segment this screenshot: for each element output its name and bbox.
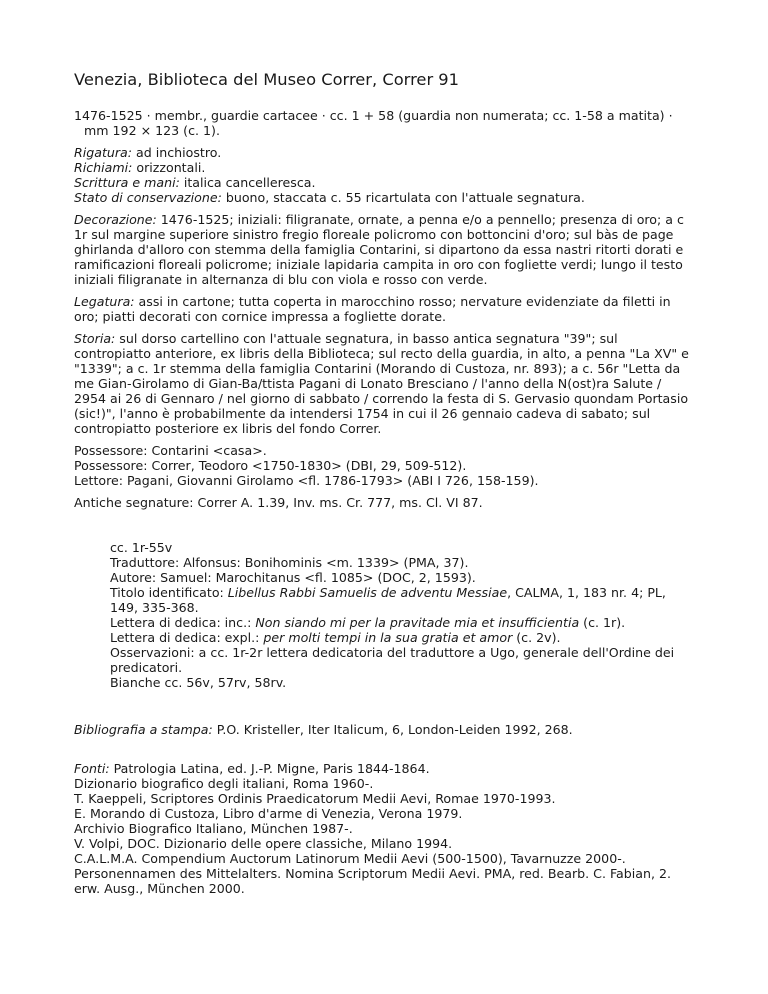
explicit-text: per molti tempi in la sua gratia et amor (263, 630, 513, 645)
physical-line-1: 1476-1525 · membr., guardie cartacee · cc. 1 + 58 (guardia non numerata; cc. 1-58 a matita) · (74, 108, 673, 123)
contents-section (74, 540, 694, 690)
scrittura-value: italica cancelleresca. (179, 175, 316, 190)
rigatura-label: Rigatura: (74, 145, 133, 160)
titolo-entry (110, 585, 694, 615)
explicit-prefix: Lettera di dedica: expl.: (110, 630, 264, 645)
explicit-suffix: (c. 2v). (512, 630, 561, 645)
incipit-text: Non siando mi per la pravitade mia et insufficientia (255, 615, 580, 630)
richiami-field (74, 160, 694, 175)
fonti-first (74, 761, 694, 776)
storia-field (74, 331, 694, 436)
incipit-prefix: Lettera di dedica: inc.: (110, 615, 256, 630)
persons-list (74, 443, 694, 488)
fonti-item: Archivio Biografico Italiano, München 1987-. (74, 821, 353, 836)
stato-value: buono, staccata c. 55 ricartulata con l'attuale segnatura. (221, 190, 585, 205)
physical-line-2: mm 192 × 123 (c. 1). (84, 123, 220, 138)
titolo-title: Libellus Rabbi Samuelis de adventu Messiae (227, 585, 508, 600)
person-entry: Possessore: Contarini <casa>. (74, 443, 267, 458)
fonti-item: Dizionario biografico degli italiani, Roma 1960-. (74, 776, 374, 791)
bianche-entry: Bianche cc. 56v, 57rv, 58rv. (110, 675, 287, 690)
titolo-suffix: , CALMA, 1, 183 nr. 4; PL, 149, 335-368. (110, 585, 666, 615)
storia-label: Storia: (74, 331, 116, 346)
legatura-field (74, 294, 694, 324)
condition-block (74, 145, 694, 205)
contents-range: cc. 1r-55v (110, 540, 173, 555)
antiche-segnature: Antiche segnature: Correr A. 1.39, Inv. ms. Cr. 777, ms. Cl. VI 87. (74, 495, 483, 510)
explicit-entry (110, 630, 694, 645)
fonti-section (74, 761, 694, 896)
decorazione-field (74, 212, 694, 287)
page-title: Venezia, Biblioteca del Museo Correr, Correr 91 (74, 70, 460, 89)
person-entry: Possessore: Correr, Teodoro <1750-1830> (DBI, 29, 509-512). (74, 458, 467, 473)
incipit-suffix: (c. 1r). (579, 615, 626, 630)
bibliografia-field (74, 722, 694, 737)
decorazione-value: 1476-1525; iniziali: filigranate, ornate, a penna e/o a pennello; presenza di oro; a c 1r sul margine superiore sinistro fregio floreale policromo con bottoncini d'oro; sul bàs de page ghirlanda d'alloro con stemma della famiglia Contarini, si dipartono da essa nastri ritorti dorati e ramificazioni floreali policrome; iniziale lapidaria campita in oro con fogliette verdi; lungo il testo iniziali filigranate in alternanza di blu con viola e rosso con verde. (74, 212, 684, 287)
fonti-item: E. Morando di Custoza, Libro d'arme di Venezia, Verona 1979. (74, 806, 463, 821)
richiami-value: orizzontali. (132, 160, 206, 175)
bibliografia-label: Bibliografia a stampa: (74, 722, 213, 737)
richiami-label: Richiami: (74, 160, 133, 175)
incipit-entry (110, 615, 694, 630)
fonti-label: Fonti: (74, 761, 110, 776)
traduttore-entry: Traduttore: Alfonsus: Bonihominis <m. 1339> (PMA, 37). (110, 555, 469, 570)
legatura-value: assi in cartone; tutta coperta in marocchino rosso; nervature evidenziate da filetti in oro; piatti decorati con cornice impressa a fogliette dorate. (74, 294, 671, 324)
rigatura-value: ad inchiostro. (132, 145, 222, 160)
rigatura-field (74, 145, 694, 160)
scrittura-field (74, 175, 694, 190)
fonti-item: C.A.L.M.A. Compendium Auctorum Latinorum Medii Aevi (500-1500), Tavarnuzze 2000-. (74, 851, 626, 866)
person-entry: Lettore: Pagani, Giovanni Girolamo <fl. 1786-1793> (ABI I 726, 158-159). (74, 473, 539, 488)
storia-value: sul dorso cartellino con l'attuale segnatura, in basso antica segnatura "39"; sul contropiatto anteriore, ex libris della Biblioteca; sul recto della guardia, in alto, a penna "La XV" e "1339"; a c. 1r stemma della famiglia Contarini (Morando di Custoza, nr. 893); a c. 56r "Letta da me Gian-Girolamo di Gian-Ba/ttista Pagani di Lonato Bresciano / l'anno della N(ost)ra Salute / 2954 ai 26 di Gennaro / nel giorno di sabbato / correndo la festa di S. Gervasio quondam Portasio (sic!)", l'anno è probabilmente da intendersi 1754 in cui il 26 gennaio cadeva di sabato; sul contropiatto posteriore ex libris del fondo Correr. (74, 331, 689, 436)
stato-field (74, 190, 694, 205)
bibliografia-value: P.O. Kristeller, Iter Italicum, 6, London-Leiden 1992, 268. (212, 722, 573, 737)
legatura-label: Legatura: (74, 294, 135, 309)
fonti-item: T. Kaeppeli, Scriptores Ordinis Praedicatorum Medii Aevi, Romae 1970-1993. (74, 791, 556, 806)
stato-label: Stato di conservazione: (74, 190, 222, 205)
physical-description (74, 108, 694, 138)
decorazione-label: Decorazione: (74, 212, 157, 227)
scrittura-label: Scrittura e mani: (74, 175, 180, 190)
titolo-prefix: Titolo identificato: (110, 585, 228, 600)
fonti-item: Personennamen des Mittelalters. Nomina Scriptorum Medii Aevi. PMA, red. Bearb. C. Fabian, 2. erw. Ausg., München 2000. (74, 866, 671, 896)
fonti-item: V. Volpi, DOC. Dizionario delle opere classiche, Milano 1994. (74, 836, 453, 851)
autore-entry: Autore: Samuel: Marochitanus <fl. 1085> (DOC, 2, 1593). (110, 570, 476, 585)
osservazioni-entry: Osservazioni: a cc. 1r-2r lettera dedicatoria del traduttore a Ugo, generale dell'Ordine dei predicatori. (110, 645, 675, 675)
fonti-first-value: Patrologia Latina, ed. J.-P. Migne, Paris 1844-1864. (109, 761, 430, 776)
